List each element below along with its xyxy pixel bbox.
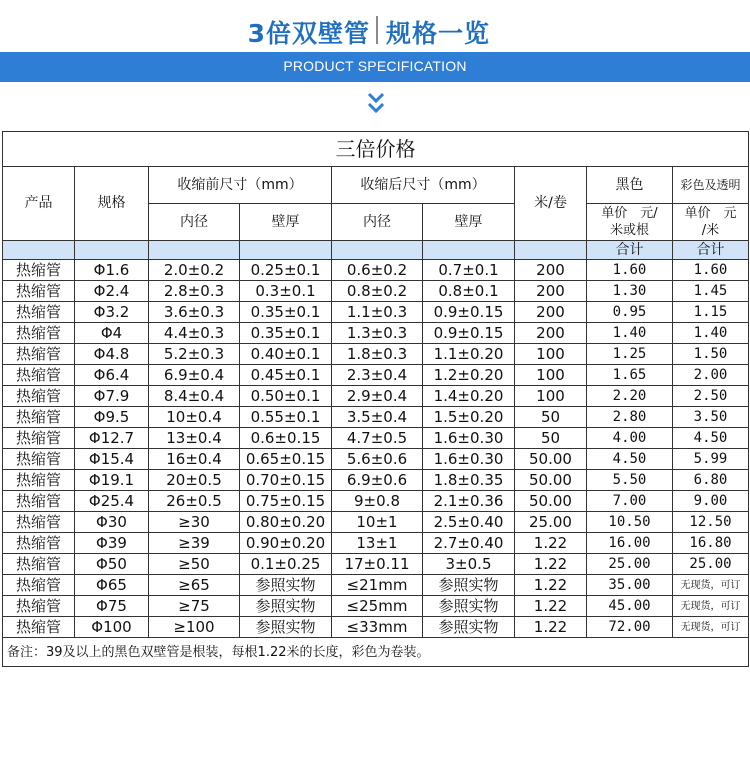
- cell-spec: Φ15.4: [75, 449, 149, 470]
- subtotal-row: [3, 241, 749, 260]
- cell-inner-after: ≤21mm: [332, 575, 423, 596]
- cell-inner-after: 9±0.8: [332, 491, 423, 512]
- cell-wall-after: 参照实物: [423, 575, 515, 596]
- cell-meter: 200: [515, 260, 587, 281]
- cell-spec: Φ65: [75, 575, 149, 596]
- cell-inner-after: ≤33mm: [332, 617, 423, 638]
- cell-product: 热缩管: [3, 575, 75, 596]
- cell-price-black: 1.25: [587, 344, 673, 365]
- table-row: [3, 302, 749, 323]
- cell-inner-after: 3.5±0.4: [332, 407, 423, 428]
- table-row: [3, 575, 749, 596]
- cell-product: 热缩管: [3, 554, 75, 575]
- spec-table-wrapper: [2, 131, 748, 667]
- cell-inner-after: 5.6±0.6: [332, 449, 423, 470]
- cell-spec: Φ50: [75, 554, 149, 575]
- cell-price-color: 3.50: [673, 407, 749, 428]
- cell-spec: Φ25.4: [75, 491, 149, 512]
- cell-meter: 1.22: [515, 575, 587, 596]
- table-row: [3, 596, 749, 617]
- cell-price-color: 1.50: [673, 344, 749, 365]
- cell-product: 热缩管: [3, 302, 75, 323]
- cell-inner-after: 1.1±0.3: [332, 302, 423, 323]
- cell-product: 热缩管: [3, 323, 75, 344]
- cell-spec: Φ12.7: [75, 428, 149, 449]
- cell-price-black: 4.50: [587, 449, 673, 470]
- cell-wall-after: 1.6±0.30: [423, 449, 515, 470]
- header-spec: 规格: [75, 167, 149, 241]
- cell-wall-after: 1.1±0.20: [423, 344, 515, 365]
- table-row: [3, 449, 749, 470]
- cell-inner-after: 4.7±0.5: [332, 428, 423, 449]
- title-main: 3倍双壁管: [247, 19, 370, 48]
- cell-inner-before: 13±0.4: [149, 428, 240, 449]
- cell-price-black: 7.00: [587, 491, 673, 512]
- cell-meter: 100: [515, 365, 587, 386]
- cell-wall-before: 0.75±0.15: [240, 491, 332, 512]
- cell-product: 热缩管: [3, 491, 75, 512]
- cell-inner-before: ≥100: [149, 617, 240, 638]
- cell-wall-before: 参照实物: [240, 617, 332, 638]
- cell-product: 热缩管: [3, 428, 75, 449]
- cell-inner-after: 10±1: [332, 512, 423, 533]
- cell-price-black: 1.40: [587, 323, 673, 344]
- cell-wall-before: 0.1±0.25: [240, 554, 332, 575]
- cell-inner-after: 0.8±0.2: [332, 281, 423, 302]
- cell-price-color: 1.60: [673, 260, 749, 281]
- header-after-size: 收缩后尺寸（mm）: [332, 167, 515, 204]
- cell-price-color: 5.99: [673, 449, 749, 470]
- cell-price-black: 1.65: [587, 365, 673, 386]
- cell-product: 热缩管: [3, 365, 75, 386]
- cell-product: 热缩管: [3, 260, 75, 281]
- header-product: 产品: [3, 167, 75, 241]
- cell-price-color: 6.80: [673, 470, 749, 491]
- cell-price-color: 无现货，可订: [673, 596, 749, 617]
- cell-product: 热缩管: [3, 512, 75, 533]
- cell-meter: 1.22: [515, 617, 587, 638]
- table-row: [3, 512, 749, 533]
- cell-meter: 50: [515, 428, 587, 449]
- cell-price-black: 25.00: [587, 554, 673, 575]
- total-color-label: 合计: [673, 241, 749, 260]
- cell-spec: Φ19.1: [75, 470, 149, 491]
- cell-wall-before: 0.35±0.1: [240, 323, 332, 344]
- cell-meter: 25.00: [515, 512, 587, 533]
- cell-wall-before: 0.25±0.1: [240, 260, 332, 281]
- cell-spec: Φ75: [75, 596, 149, 617]
- table-row: [3, 386, 749, 407]
- cell-inner-before: ≥50: [149, 554, 240, 575]
- cell-meter: 200: [515, 302, 587, 323]
- table-body: [3, 260, 749, 638]
- total-black-label: 合计: [587, 241, 673, 260]
- cell-wall-after: 2.5±0.40: [423, 512, 515, 533]
- cell-meter: 1.22: [515, 554, 587, 575]
- cell-inner-after: 0.6±0.2: [332, 260, 423, 281]
- cell-price-black: 1.30: [587, 281, 673, 302]
- cell-inner-after: 2.9±0.4: [332, 386, 423, 407]
- cell-price-black: 2.20: [587, 386, 673, 407]
- header-meter-per-roll: 米/卷: [515, 167, 587, 241]
- cell-meter: 100: [515, 386, 587, 407]
- header-black: 黑色: [587, 167, 673, 204]
- cell-wall-after: 1.5±0.20: [423, 407, 515, 428]
- cell-meter: 1.22: [515, 533, 587, 554]
- cell-wall-before: 0.55±0.1: [240, 407, 332, 428]
- cell-wall-after: 0.7±0.1: [423, 260, 515, 281]
- cell-price-black: 0.95: [587, 302, 673, 323]
- cell-price-color: 无现货，可订: [673, 617, 749, 638]
- table-row: [3, 470, 749, 491]
- cell-meter: 50.00: [515, 491, 587, 512]
- cell-price-color: 1.45: [673, 281, 749, 302]
- cell-wall-after: 2.1±0.36: [423, 491, 515, 512]
- table-row: [3, 533, 749, 554]
- cell-inner-before: ≥65: [149, 575, 240, 596]
- cell-price-color: 9.00: [673, 491, 749, 512]
- header-inner-after: 内径: [332, 204, 423, 241]
- cell-price-black: 16.00: [587, 533, 673, 554]
- cell-wall-after: 参照实物: [423, 617, 515, 638]
- header-unit-price-black: [587, 204, 673, 241]
- cell-wall-after: 1.2±0.20: [423, 365, 515, 386]
- page-header: [0, 0, 750, 52]
- table-note: 备注：39及以上的黑色双壁管是根装，每根1.22米的长度，彩色为卷装。: [3, 638, 749, 667]
- table-caption: 三倍价格: [3, 132, 749, 167]
- table-row: [3, 554, 749, 575]
- cell-wall-before: 0.70±0.15: [240, 470, 332, 491]
- cell-wall-before: 0.45±0.1: [240, 365, 332, 386]
- cell-meter: 100: [515, 344, 587, 365]
- subtotal-cell: [240, 241, 332, 260]
- cell-wall-before: 0.90±0.20: [240, 533, 332, 554]
- table-row: [3, 491, 749, 512]
- cell-spec: Φ6.4: [75, 365, 149, 386]
- cell-wall-after: 3±0.5: [423, 554, 515, 575]
- table-row: [3, 323, 749, 344]
- cell-inner-before: 8.4±0.4: [149, 386, 240, 407]
- cell-inner-before: 20±0.5: [149, 470, 240, 491]
- header-wall-before: 壁厚: [240, 204, 332, 241]
- double-chevron-down-icon: [366, 90, 386, 118]
- cell-wall-after: 参照实物: [423, 596, 515, 617]
- cell-inner-after: 13±1: [332, 533, 423, 554]
- cell-wall-before: 参照实物: [240, 575, 332, 596]
- cell-meter: 50: [515, 407, 587, 428]
- cell-meter: 50.00: [515, 470, 587, 491]
- subtotal-cell: [149, 241, 240, 260]
- cell-product: 热缩管: [3, 281, 75, 302]
- table-row: [3, 260, 749, 281]
- cell-wall-after: 0.8±0.1: [423, 281, 515, 302]
- cell-price-color: 无现货，可订: [673, 575, 749, 596]
- table-row: [3, 428, 749, 449]
- cell-inner-after: 1.3±0.3: [332, 323, 423, 344]
- cell-wall-after: 0.9±0.15: [423, 323, 515, 344]
- cell-price-color: 2.50: [673, 386, 749, 407]
- unit-color-line1: 单价 元: [684, 206, 737, 221]
- cell-wall-before: 0.40±0.1: [240, 344, 332, 365]
- cell-spec: Φ1.6: [75, 260, 149, 281]
- cell-price-color: 1.15: [673, 302, 749, 323]
- cell-wall-after: 0.9±0.15: [423, 302, 515, 323]
- cell-inner-before: 5.2±0.3: [149, 344, 240, 365]
- cell-product: 热缩管: [3, 470, 75, 491]
- cell-product: 热缩管: [3, 386, 75, 407]
- cell-price-color: 1.40: [673, 323, 749, 344]
- cell-price-black: 72.00: [587, 617, 673, 638]
- cell-inner-before: 6.9±0.4: [149, 365, 240, 386]
- cell-wall-after: 1.8±0.35: [423, 470, 515, 491]
- cell-inner-after: 1.8±0.3: [332, 344, 423, 365]
- cell-spec: Φ3.2: [75, 302, 149, 323]
- cell-inner-before: ≥30: [149, 512, 240, 533]
- cell-price-color: 25.00: [673, 554, 749, 575]
- cell-inner-before: 26±0.5: [149, 491, 240, 512]
- table-row: [3, 407, 749, 428]
- cell-wall-before: 0.35±0.1: [240, 302, 332, 323]
- cell-wall-before: 0.3±0.1: [240, 281, 332, 302]
- cell-inner-before: ≥75: [149, 596, 240, 617]
- unit-black-line1: 单价 元/: [601, 206, 658, 221]
- cell-wall-after: 1.4±0.20: [423, 386, 515, 407]
- subtotal-cell: [75, 241, 149, 260]
- cell-price-color: 16.80: [673, 533, 749, 554]
- subtotal-cell: [423, 241, 515, 260]
- cell-inner-after: 2.3±0.4: [332, 365, 423, 386]
- cell-product: 热缩管: [3, 449, 75, 470]
- cell-price-color: 4.50: [673, 428, 749, 449]
- cell-spec: Φ39: [75, 533, 149, 554]
- cell-meter: 1.22: [515, 596, 587, 617]
- subtotal-cell: [3, 241, 75, 260]
- unit-black-line2: 米或根: [609, 223, 649, 238]
- cell-spec: Φ7.9: [75, 386, 149, 407]
- cell-price-black: 1.60: [587, 260, 673, 281]
- cell-spec: Φ30: [75, 512, 149, 533]
- cell-inner-before: 4.4±0.3: [149, 323, 240, 344]
- cell-inner-before: 16±0.4: [149, 449, 240, 470]
- cell-price-black: 5.50: [587, 470, 673, 491]
- cell-price-black: 4.00: [587, 428, 673, 449]
- unit-color-line2: /米: [701, 223, 720, 238]
- cell-product: 热缩管: [3, 596, 75, 617]
- cell-wall-before: 参照实物: [240, 596, 332, 617]
- header-unit-price-color: [673, 204, 749, 241]
- cell-product: 热缩管: [3, 533, 75, 554]
- subtotal-cell: [332, 241, 423, 260]
- table-row: [3, 281, 749, 302]
- title-sub: 规格一览: [386, 19, 491, 48]
- cell-price-black: 45.00: [587, 596, 673, 617]
- cell-wall-before: 0.65±0.15: [240, 449, 332, 470]
- cell-wall-after: 1.6±0.30: [423, 428, 515, 449]
- cell-inner-before: 3.6±0.3: [149, 302, 240, 323]
- cell-inner-before: 10±0.4: [149, 407, 240, 428]
- table-row: [3, 365, 749, 386]
- cell-price-black: 2.80: [587, 407, 673, 428]
- cell-wall-before: 0.50±0.1: [240, 386, 332, 407]
- cell-wall-before: 0.6±0.15: [240, 428, 332, 449]
- header-color: 彩色及透明: [673, 167, 749, 204]
- banner-text: PRODUCT SPECIFICATION: [283, 58, 467, 74]
- table-row: [3, 344, 749, 365]
- cell-product: 热缩管: [3, 617, 75, 638]
- cell-price-black: 10.50: [587, 512, 673, 533]
- cell-product: 热缩管: [3, 344, 75, 365]
- cell-spec: Φ4: [75, 323, 149, 344]
- table-row: [3, 617, 749, 638]
- cell-spec: Φ100: [75, 617, 149, 638]
- cell-wall-before: 0.80±0.20: [240, 512, 332, 533]
- cell-price-color: 12.50: [673, 512, 749, 533]
- cell-inner-before: ≥39: [149, 533, 240, 554]
- cell-inner-before: 2.0±0.2: [149, 260, 240, 281]
- cell-spec: Φ4.8: [75, 344, 149, 365]
- cell-price-black: 35.00: [587, 575, 673, 596]
- cell-meter: 200: [515, 281, 587, 302]
- cell-price-color: 2.00: [673, 365, 749, 386]
- title-divider: [376, 16, 378, 44]
- cell-inner-before: 2.8±0.3: [149, 281, 240, 302]
- cell-meter: 50.00: [515, 449, 587, 470]
- cell-inner-after: 6.9±0.6: [332, 470, 423, 491]
- subtotal-cell: [515, 241, 587, 260]
- cell-spec: Φ9.5: [75, 407, 149, 428]
- cell-meter: 200: [515, 323, 587, 344]
- header-inner-before: 内径: [149, 204, 240, 241]
- cell-wall-after: 2.7±0.40: [423, 533, 515, 554]
- cell-inner-after: ≤25mm: [332, 596, 423, 617]
- cell-inner-after: 17±0.11: [332, 554, 423, 575]
- cell-spec: Φ2.4: [75, 281, 149, 302]
- spec-table: [2, 131, 749, 667]
- header-wall-after: 壁厚: [423, 204, 515, 241]
- cell-product: 热缩管: [3, 407, 75, 428]
- header-before-size: 收缩前尺寸（mm）: [149, 167, 332, 204]
